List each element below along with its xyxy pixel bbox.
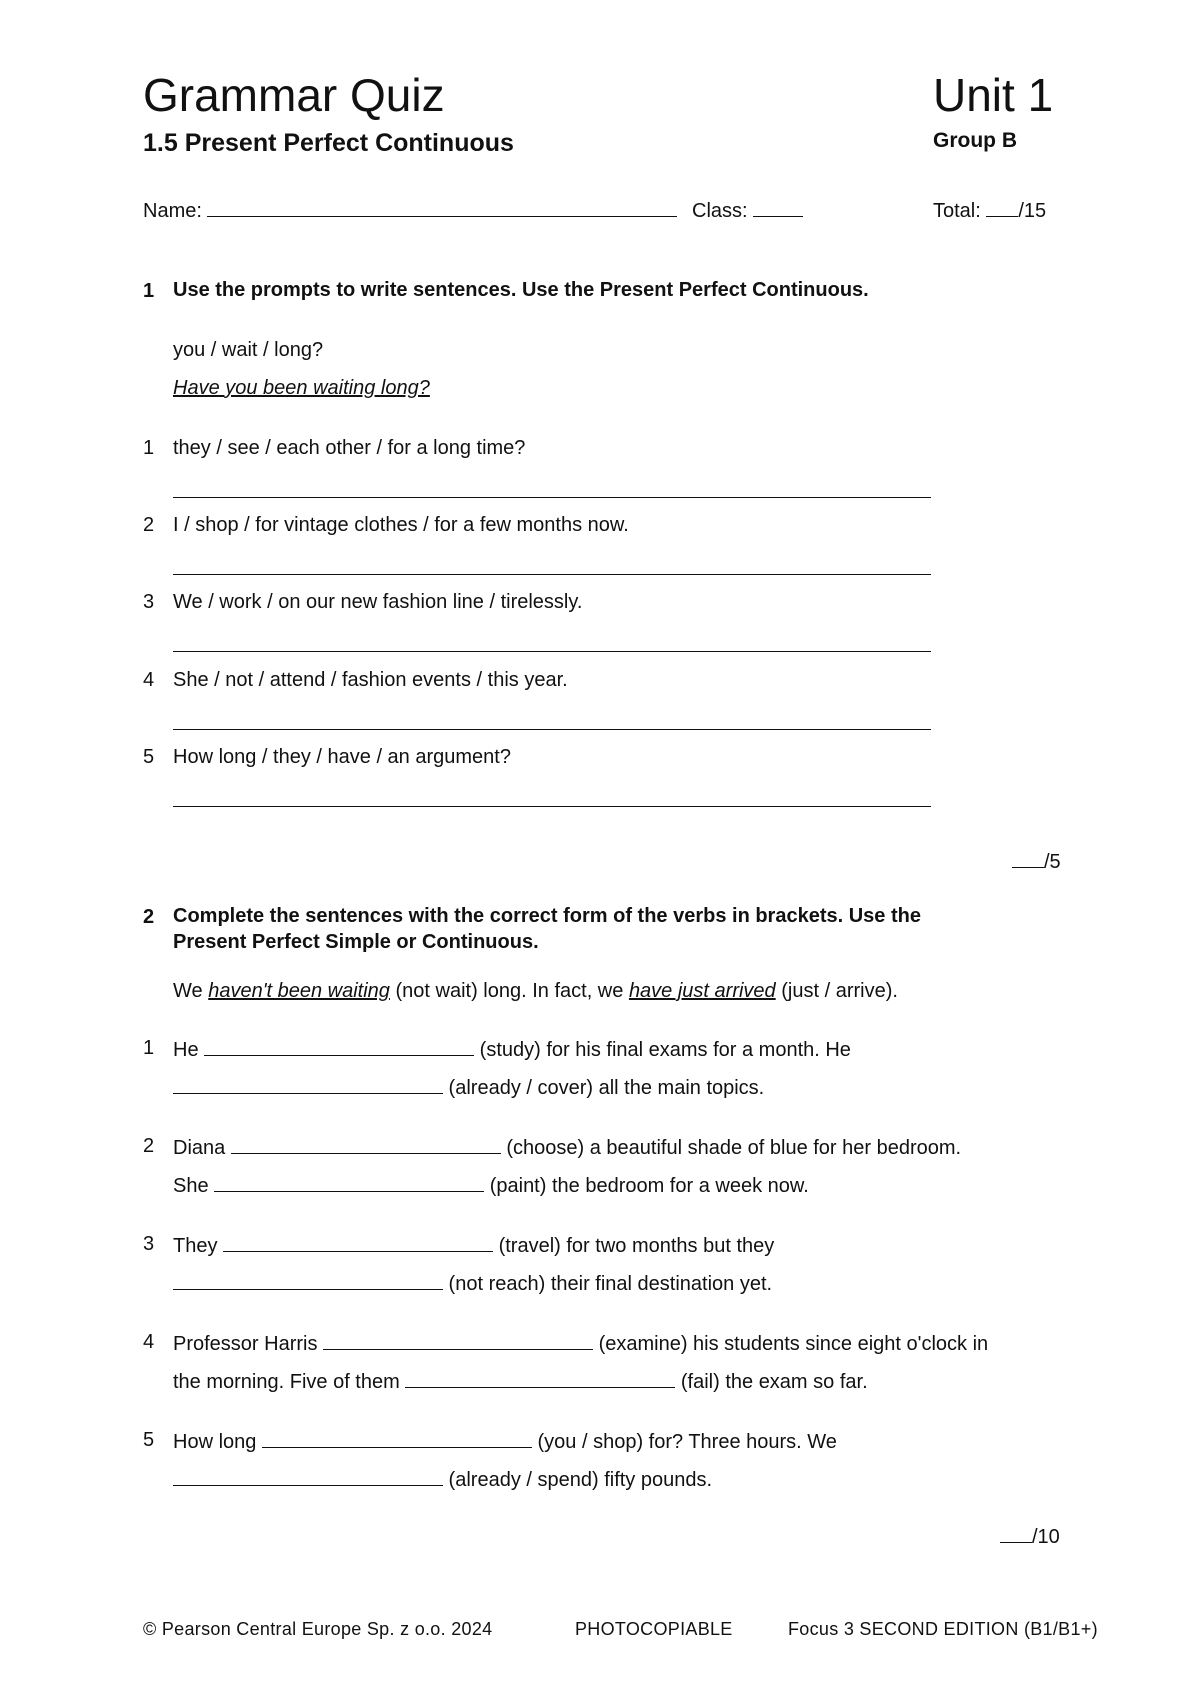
section1-score — [1012, 849, 1061, 874]
s2-item-line — [173, 1233, 774, 1258]
s2-item-line — [173, 1037, 851, 1062]
page-subtitle: 1.5 Present Perfect Continuous — [143, 129, 514, 157]
page-title: Grammar Quiz — [143, 69, 445, 121]
s1-answer-line[interactable] — [173, 497, 931, 498]
s2-gap[interactable] — [173, 1467, 443, 1486]
section1-score-blank[interactable] — [1012, 849, 1044, 868]
s2-item-line — [173, 1271, 772, 1296]
s2-item-number: 2 — [143, 1135, 155, 1157]
section2-score-blank[interactable] — [1000, 1524, 1032, 1543]
s1-item-prompt: We / work / on our new fashion line / tirelessly. — [173, 591, 583, 613]
total-max: /15 — [1018, 200, 1047, 222]
s2-gap[interactable] — [223, 1233, 493, 1252]
s2-text: (you / shop) for? Three hours. We — [531, 1431, 837, 1453]
total-blank[interactable] — [986, 198, 1018, 217]
section2-instruction-line1: Complete the sentences with the correct form of the verbs in brackets. Use the — [173, 905, 921, 927]
s1-item-number: 5 — [143, 746, 155, 768]
footer-copyright: © Pearson Central Europe Sp. z o.o. 2024 — [143, 1619, 493, 1639]
footer-photocopiable: PHOTOCOPIABLE — [575, 1619, 733, 1639]
s2-gap[interactable] — [204, 1037, 474, 1056]
s1-item-prompt: they / see / each other / for a long time? — [173, 437, 526, 459]
s2-item-line — [173, 1135, 961, 1160]
s2-item-line — [173, 1467, 712, 1492]
s1-answer-line[interactable] — [173, 729, 931, 730]
s2-text: (fail) the exam so far. — [675, 1371, 868, 1393]
s2-gap[interactable] — [323, 1331, 593, 1350]
total-field — [933, 198, 1046, 223]
s2-text: (paint) the bedroom for a week now. — [484, 1175, 809, 1197]
s2-item-line — [173, 1429, 837, 1454]
s2-gap[interactable] — [405, 1369, 675, 1388]
s2-text: (choose) a beautiful shade of blue for her bedroom. — [500, 1137, 962, 1159]
section2-instruction-line2: Present Perfect Simple or Continuous. — [173, 931, 539, 953]
s1-item-number: 4 — [143, 669, 155, 691]
section2-example — [173, 980, 898, 1003]
s2-text: (travel) for two months but they — [493, 1235, 775, 1257]
section1-score-max: /5 — [1044, 851, 1061, 873]
s2-item-line — [173, 1173, 809, 1198]
s2-text: How long — [173, 1431, 262, 1453]
s2-gap[interactable] — [214, 1173, 484, 1192]
s1-answer-line[interactable] — [173, 806, 931, 807]
s2-item-number: 3 — [143, 1233, 155, 1255]
example-text: (just / arrive). — [775, 980, 898, 1002]
name-blank[interactable] — [207, 198, 677, 217]
s2-text: the morning. Five of them — [173, 1371, 406, 1393]
s1-item-number: 1 — [143, 437, 155, 459]
example-answer: have just arrived — [628, 980, 776, 1002]
s2-item-line — [173, 1075, 764, 1100]
s2-item-line — [173, 1369, 868, 1394]
s2-gap[interactable] — [173, 1271, 443, 1290]
s1-answer-line[interactable] — [173, 651, 931, 652]
name-label: Name: — [143, 200, 202, 222]
s1-item-prompt: How long / they / have / an argument? — [173, 746, 511, 768]
s1-answer-line[interactable] — [173, 574, 931, 575]
example-text: (not wait) long. In fact, we — [389, 980, 629, 1002]
s2-text: He — [173, 1039, 205, 1061]
section2-score-max: /10 — [1032, 1526, 1060, 1548]
s2-item-number: 1 — [143, 1037, 155, 1059]
s1-item-prompt: I / shop / for vintage clothes / for a few months now. — [173, 514, 629, 536]
section1-example-answer: Have you been waiting long? — [173, 377, 430, 399]
unit-label: Unit 1 — [933, 69, 1054, 121]
s2-text: She — [173, 1175, 215, 1197]
s2-gap[interactable] — [262, 1429, 532, 1448]
name-field[interactable] — [143, 198, 677, 223]
s2-text: (not reach) their final destination yet. — [443, 1273, 773, 1295]
s2-item-number: 4 — [143, 1331, 155, 1353]
s2-text: (already / spend) fifty pounds. — [443, 1469, 713, 1491]
class-blank[interactable] — [753, 198, 803, 217]
s1-item-number: 2 — [143, 514, 155, 536]
class-field[interactable] — [692, 198, 803, 223]
example-text: We — [173, 980, 209, 1002]
footer-edition: Focus 3 SECOND EDITION (B1/B1+) — [788, 1619, 1098, 1639]
s1-item-prompt: She / not / attend / fashion events / this year. — [173, 669, 568, 691]
section1-instruction: Use the prompts to write sentences. Use the Present Perfect Continuous. — [173, 279, 869, 301]
s2-text: Professor Harris — [173, 1333, 324, 1355]
section2-number: 2 — [143, 906, 155, 928]
section1-number: 1 — [143, 280, 155, 302]
class-label: Class: — [692, 200, 748, 222]
example-answer: haven't been waiting — [208, 980, 390, 1002]
section1-example-prompt: you / wait / long? — [173, 339, 324, 361]
s2-gap[interactable] — [173, 1075, 443, 1094]
s2-text: They — [173, 1235, 224, 1257]
group-label: Group B — [933, 129, 1017, 152]
s1-item-number: 3 — [143, 591, 155, 613]
s2-item-number: 5 — [143, 1429, 155, 1451]
s2-text: Diana — [173, 1137, 231, 1159]
s2-text: (already / cover) all the main topics. — [443, 1077, 765, 1099]
s2-gap[interactable] — [231, 1135, 501, 1154]
s2-item-line — [173, 1331, 988, 1356]
section2-score — [1000, 1524, 1060, 1549]
s2-text: (study) for his final exams for a month. He — [474, 1039, 851, 1061]
s2-text: (examine) his students since eight o'clock in — [593, 1333, 989, 1355]
total-label: Total: — [933, 200, 981, 222]
